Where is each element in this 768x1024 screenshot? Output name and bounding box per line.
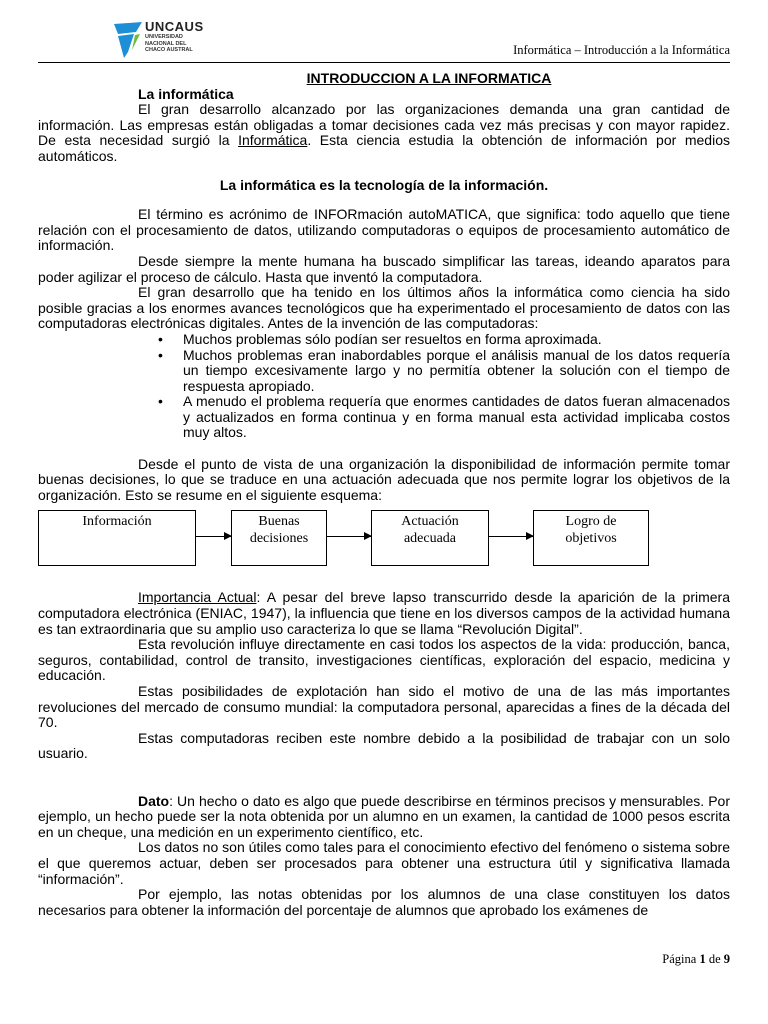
arrow-icon [327,536,371,537]
box-label: decisiones [249,530,309,546]
box-label: objetivos [565,530,617,546]
paragraph: El gran desarrollo que ha tenido en los últimos años la informática como ciencia ha sido posible gracias a los enormes avances tecnológicos que ha experimentado el procesamiento de datos con las computadoras electrónicas digitales. Antes de la invención de las computadoras: [38,284,730,332]
underlined-term: Informática [238,132,308,149]
section-heading: La informática es la tecnología de la información. [219,176,549,193]
page-word: Página [662,952,697,966]
document-title: INTRODUCCION A LA INFORMATICA [306,70,552,86]
arrow-icon [489,536,533,537]
underlined-term: Importancia Actual [138,589,257,606]
page-current: 1 [699,952,706,966]
paragraph: Por ejemplo, las notas obtenidas por los alumnos de una clase constituyen los datos necesarios para obtener la información del porcentaje de alumnos que aprobado los exámenes de [38,886,730,918]
list-item: • A menudo el problema requería que enormes cantidades de datos fueran almacenados y actualizados en forma continua y en forma manual esta actividad implicaba costos muy altos. [183,394,730,441]
document-body [38,71,730,918]
box-label: adecuada [403,530,457,546]
page-of-word: de [708,952,721,966]
diagram-box-objetivos [533,510,649,566]
uncaus-emblem-icon [114,22,142,58]
paragraph: Los datos no son útiles como tales para el conocimiento efectivo del fenómeno o sistema sobre el que queremos actuar, deben ser procesados para obtener una estructura útil y significativa llamada “información”. [38,839,730,887]
arrow-icon [196,536,231,537]
text-run: : A pesar del breve lapso transcurrido desde la aparición de la primera computadora electrónica (ENIAC, 1947), la influencia que tiene en los diversos campos de la actividad humana es tan extraordinaria que su amplio uso caracteriza lo que se llama “Revolución Digital”. [38,589,731,637]
paragraph: Desde el punto de vista de una organización la disponibilidad de información permite tomar buenas decisiones, lo que se traduce en una actuación adecuada que nos permite lograr los objetivos de la organización. Esto se resume en el siguiente esquema: [38,455,730,503]
diagram-box-decisiones [231,510,327,566]
paragraph: Desde siempre la mente humana ha buscado simplificar las tareas, ideando aparatos para poder agilizar el proceso de cálculo. Hasta que inventó la computadora. [38,252,730,285]
paragraph: El término es acrónimo de INFORmación autoMATICA, que significa: todo aquello que tiene relación con el procesamiento de datos, utilizando computadoras o equipos de procesamiento automático de información. [38,206,730,254]
section-heading: La informática [138,85,234,102]
diagram-box-actuacion [371,510,489,566]
bullet-list [38,332,730,441]
paragraph: Estas posibilidades de explotación han sido el motivo de una de las más importantes revoluciones del mercado de consumo mundial: la computadora personal, aparecidas a fines de la década del 70. [38,683,730,731]
box-label: Actuación [401,514,459,530]
university-logo [114,20,244,60]
box-label: Buenas [258,514,300,530]
text-run: : Un hecho o dato es algo que puede describirse en términos precisos y mensurables. Por ejemplo, un hecho puede ser la nota obtenida por un alumno en un examen, la cantidad de 1000 pesos escrita en un cheque, una medición en un experimento científico, etc. [38,792,730,840]
page-total: 9 [723,952,730,966]
flow-diagram [38,510,730,584]
header-divider [38,62,730,63]
box-label: Logro de [565,514,617,530]
paragraph: Estas computadoras reciben este nombre debido a la posibilidad de trabajar con un solo usuario. [38,729,730,762]
paragraph [38,794,730,841]
logo-sub-line: CHACO AUSTRAL [145,47,193,53]
logo-name: UNCAUS [145,19,204,34]
running-header: Informática – Introducción a la Informática [513,43,730,57]
page-number [662,952,730,967]
list-item: • Muchos problemas eran inabordables porque el análisis manual de los datos requería un tiempo excesivamente largo y no permitía obtener la solución con el tiempo de respuesta apropiado. [183,348,730,395]
text-run: . Esta ciencia estudia la obtención de información por medios automáticos. [38,132,730,164]
logo-sub-line: UNIVERSIDAD [145,34,183,40]
box-label: Información [82,514,152,530]
diagram-box-informacion [38,510,196,566]
list-item: • Muchos problemas sólo podían ser resueltos en forma aproximada. [183,332,730,348]
text-run: El gran desarrollo alcanzado por las organizaciones demanda una gran cantidad de información. Las empresas están obligadas a tomar decisiones cada vez más precisas y con mayor rapidez. De esta necesidad surgió la [38,101,730,149]
bold-term: Dato [138,792,170,809]
paragraph [38,590,730,637]
paragraph: Esta revolución influye directamente en casi todos los aspectos de la vida: producción, banca, seguros, contabilidad, control de transito, investigaciones científicas, exploración del espacio, medicina y educación. [38,636,730,684]
logo-sub-line: NACIONAL DEL [145,40,187,47]
paragraph [38,102,730,164]
